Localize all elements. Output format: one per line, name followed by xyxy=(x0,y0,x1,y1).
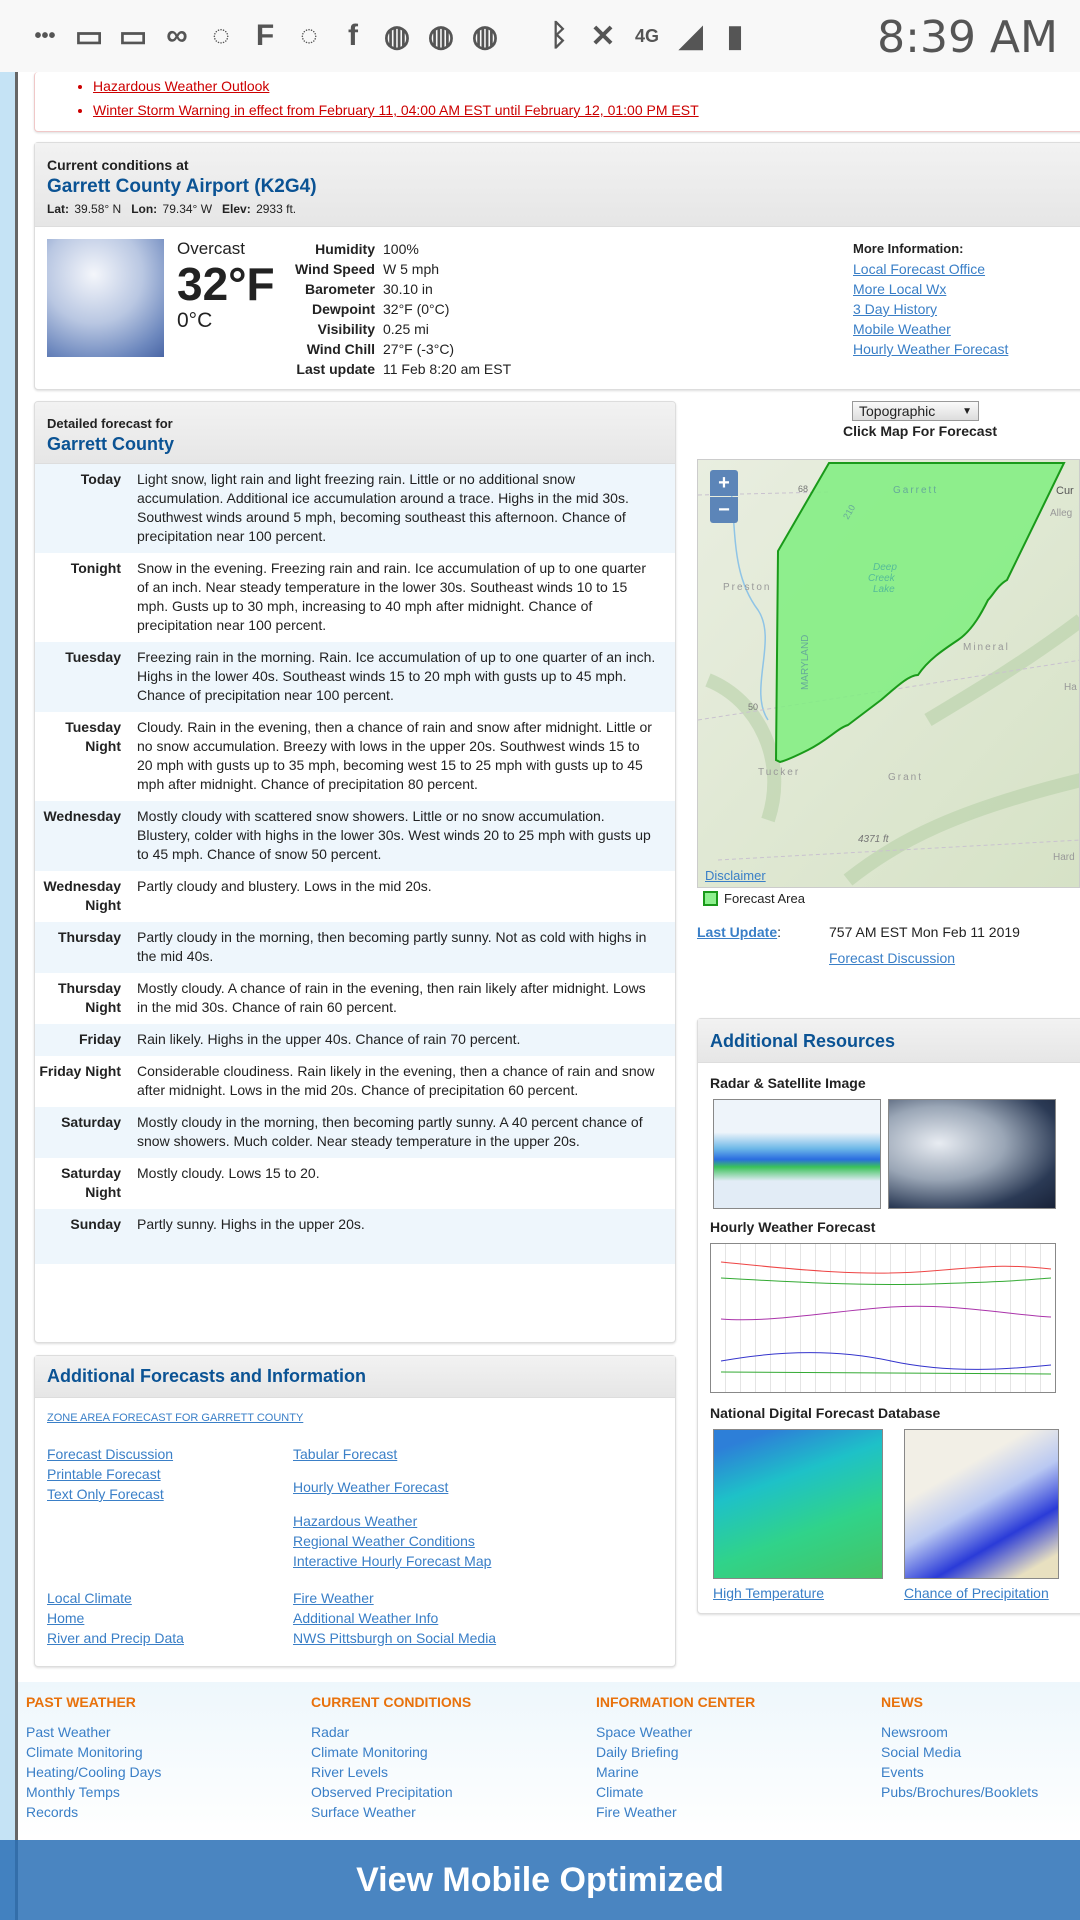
map-label: Deep xyxy=(873,562,897,573)
forecast-period: Thursday xyxy=(57,929,121,945)
more-icon: ••• xyxy=(34,24,56,47)
condition-label: Humidity xyxy=(315,241,375,257)
forecast-period: Friday Night xyxy=(39,1063,121,1079)
more-info-title: More Information: xyxy=(853,241,964,256)
condition-value: 27°F (-3°C) xyxy=(383,341,455,357)
condition-label: Barometer xyxy=(304,281,375,297)
forecast-period: Tonight xyxy=(70,560,121,576)
radar-heading: Radar & Satellite Image xyxy=(710,1075,866,1091)
forecast-link-text[interactable]: Forecast Discussion xyxy=(47,1446,174,1462)
footer-column xyxy=(26,1694,161,1822)
footer-link[interactable]: Surface Weather xyxy=(311,1804,416,1820)
condition-row xyxy=(235,299,515,319)
footer-link[interactable]: Marine xyxy=(596,1764,639,1780)
more-info-link[interactable] xyxy=(853,259,1008,279)
temperature-c: 0°C xyxy=(177,309,213,332)
condition-label: Wind Speed xyxy=(295,261,375,277)
alerts-panel xyxy=(34,72,1080,132)
current-conditions-panel xyxy=(34,142,1080,390)
map-label: Hard xyxy=(1053,852,1075,863)
forecast-row xyxy=(35,1158,675,1209)
forecast-text: Partly sunny. Highs in the upper 20s. xyxy=(137,1216,365,1232)
map-label: Cur xyxy=(1056,485,1074,497)
footer-link[interactable]: Newsroom xyxy=(881,1724,948,1740)
footer-link[interactable]: River Levels xyxy=(311,1764,389,1780)
station-location: Lat: 39.58° N Lon: 79.34° W Elev: 2933 ft. xyxy=(47,202,297,216)
station-name[interactable]: Garrett County Airport (K2G4) xyxy=(47,176,317,197)
forecast-text: Snow in the evening. Freezing rain and rain. Ice accumulation of up to one quarter of an inch. Near steady temperature in the lower 30s. Southeast winds 10 to 15 mph. Gusts up to 30 mph, increasing to 40 mph after midnight. Chance of precipitation near 100 percent. xyxy=(137,560,646,633)
footer-link[interactable]: Fire Weather xyxy=(596,1804,677,1820)
footer-link[interactable]: Monthly Temps xyxy=(26,1784,120,1800)
footer-link[interactable]: Space Weather xyxy=(596,1724,693,1740)
conditions-table xyxy=(235,239,515,379)
footer xyxy=(18,1682,1080,1838)
dropdown-arrow-icon: ▼ xyxy=(962,405,972,417)
4g-lte-icon: 4G xyxy=(634,25,659,46)
forecast-row xyxy=(35,642,675,712)
map-label: 68 xyxy=(798,484,809,494)
forecast-row xyxy=(35,871,675,922)
forecast-row xyxy=(35,922,675,973)
view-mobile-optimized-button[interactable]: View Mobile Optimized xyxy=(0,1840,1080,1920)
condition-value: 0.25 mi xyxy=(383,321,429,337)
forecast-link-text[interactable]: Hourly Weather Forecast xyxy=(293,1479,449,1495)
radar-image[interactable] xyxy=(713,1099,881,1209)
status-bar xyxy=(0,0,1080,72)
forecast-link[interactable] xyxy=(293,1551,491,1571)
map-label: 4371 ft xyxy=(858,834,889,845)
current-label: Current conditions at xyxy=(47,157,189,173)
condition-row xyxy=(235,319,515,339)
forecast-map[interactable] xyxy=(697,459,1080,888)
forecast-link[interactable] xyxy=(47,1464,173,1484)
forecast-link-text[interactable]: Local Climate xyxy=(47,1590,132,1606)
condition-label: Visibility xyxy=(317,321,375,337)
forecast-link-text[interactable]: Hazardous Weather xyxy=(293,1513,418,1529)
footer-link[interactable]: Social Media xyxy=(881,1744,962,1760)
more-info-link[interactable] xyxy=(853,319,1008,339)
footer-column xyxy=(881,1694,1038,1802)
more-info-link[interactable] xyxy=(853,339,1008,359)
map-caption: Click Map For Forecast xyxy=(843,423,998,439)
additional-forecasts-panel xyxy=(34,1355,676,1667)
forecast-link[interactable] xyxy=(293,1511,491,1531)
map-label: MARYLAND xyxy=(800,634,811,690)
more-info-link-text[interactable]: Hourly Weather Forecast xyxy=(853,341,1009,357)
temperature-f: 32°F xyxy=(177,258,275,310)
condition-row xyxy=(235,279,515,299)
map-label: Grant xyxy=(888,772,924,783)
forecast-link[interactable] xyxy=(293,1628,496,1648)
map-label: 50 xyxy=(748,702,759,712)
map-label: Garrett xyxy=(893,485,939,496)
facebook-icon: f xyxy=(348,19,358,52)
alert-link[interactable]: • Hazardous Weather Outlook xyxy=(93,78,1080,94)
condition-row xyxy=(235,239,515,259)
forecast-link[interactable] xyxy=(293,1444,397,1464)
precipitation-link[interactable]: Chance of Precipitation xyxy=(904,1585,1049,1601)
forecast-link-text[interactable]: Text Only Forecast xyxy=(47,1486,164,1502)
forecast-area: Garrett County xyxy=(47,434,175,454)
forecast-period: Tuesday Night xyxy=(65,719,121,754)
messenger-icon: ◌ xyxy=(212,19,230,52)
condition-value: 32°F (0°C) xyxy=(383,301,450,317)
footer-link[interactable]: Events xyxy=(881,1764,924,1780)
forecast-text: Mostly cloudy in the morning, then becoming partly sunny. A 40 percent chance of snow showers. Much colder. Near steady temperature in the upper 20s. xyxy=(137,1114,643,1149)
footer-link[interactable]: Pubs/Brochures/Booklets xyxy=(881,1784,1039,1800)
map-legend: Forecast Area xyxy=(703,891,805,906)
forecast-text: Freezing rain in the morning. Rain. Ice accumulation of up to one quarter of an inch. Highs in the lower 40s. Southeast winds 15 to 20 mph with gusts up to 45 mph. Chance of precipitation near 100 percent. xyxy=(137,649,656,703)
forecast-link[interactable] xyxy=(293,1531,491,1551)
forecast-period: Saturday Night xyxy=(61,1165,121,1200)
more-info-link-text[interactable]: More Local Wx xyxy=(853,281,947,297)
forecast-link[interactable] xyxy=(47,1628,184,1648)
forecast-row xyxy=(35,1056,675,1107)
hourly-graph-image[interactable] xyxy=(710,1243,1056,1393)
mute-icon: ✕ xyxy=(590,19,616,53)
forecast-period: Tuesday xyxy=(65,649,121,665)
condition-label: Wind Chill xyxy=(306,341,375,357)
resources-title: Additional Resources xyxy=(710,1031,896,1051)
map-canvas[interactable] xyxy=(698,460,1080,888)
more-info-link-text[interactable]: 3 Day History xyxy=(853,301,938,317)
forecast-link-text[interactable]: Additional Weather Info xyxy=(293,1610,439,1626)
forecast-link[interactable] xyxy=(47,1444,173,1464)
forecast-row xyxy=(35,973,675,1024)
forecast-text: Partly cloudy and blustery. Lows in the mid 20s. xyxy=(137,878,432,894)
planet-icon: ◍ xyxy=(383,19,411,53)
footer-column-title: PAST WEATHER xyxy=(26,1694,136,1710)
footer-link[interactable]: Climate Monitoring xyxy=(311,1744,428,1760)
condition-value: 30.10 in xyxy=(383,281,433,297)
footer-link[interactable]: Observed Precipitation xyxy=(311,1784,453,1800)
more-info-link-text[interactable]: Local Forecast Office xyxy=(853,261,986,277)
map-label: Lake xyxy=(873,584,895,595)
planet-icon: ◍ xyxy=(471,19,499,53)
detailed-forecast-panel xyxy=(34,401,676,1343)
condition-label: Last update xyxy=(296,361,375,377)
forecast-period: Sunday xyxy=(70,1216,121,1232)
more-info-link[interactable] xyxy=(853,279,1008,299)
forecast-row xyxy=(35,1107,675,1158)
forecast-row xyxy=(35,464,675,553)
condition: Overcast xyxy=(177,239,246,258)
monitor-icon: ▭ xyxy=(74,19,104,53)
forecast-link[interactable] xyxy=(293,1477,448,1497)
footer-column-title: NEWS xyxy=(881,1694,923,1710)
footer-link[interactable]: Records xyxy=(26,1804,79,1820)
forecast-text: Rain likely. Highs in the upper 40s. Chance of rain 70 percent. xyxy=(137,1031,521,1047)
forecast-text: Mostly cloudy. Lows 15 to 20. xyxy=(137,1165,320,1181)
condition-label: Dewpoint xyxy=(312,301,375,317)
alert-link[interactable]: • Winter Storm Warning in effect from February 11, 04:00 AM EST until February 12, 01:00 PM EST xyxy=(93,102,1080,118)
forecast-discussion-link[interactable]: Forecast Discussion xyxy=(829,950,956,966)
condition-row xyxy=(235,339,515,359)
zone-forecast-link[interactable]: ZONE AREA FORECAST FOR GARRETT COUNTY xyxy=(47,1412,304,1424)
forecast-link-text[interactable]: Printable Forecast xyxy=(47,1466,161,1482)
clock: 8:39 AM xyxy=(877,12,1058,63)
planet-icon: ◍ xyxy=(427,19,455,53)
forecast-row xyxy=(35,801,675,871)
map-label: Mineral xyxy=(963,642,1010,653)
map-layer-select[interactable]: Topographic ▼ xyxy=(852,401,979,421)
forecast-text: Partly cloudy in the morning, then becoming partly sunny. Not as cold with highs in the mid 40s. xyxy=(137,929,647,964)
condition-value: W 5 mph xyxy=(383,261,440,277)
additional-resources-panel xyxy=(697,1018,1080,1614)
high-temperature-link[interactable]: High Temperature xyxy=(713,1585,825,1601)
bluetooth-icon: ᛒ xyxy=(550,19,568,52)
forecast-link-text[interactable]: Home xyxy=(47,1610,85,1626)
signal-icon: ◢ xyxy=(679,19,703,53)
forecast-period: Wednesday Night xyxy=(43,878,121,913)
forecast-period: Thursday Night xyxy=(57,980,121,1015)
forecast-text: Light snow, light rain and light freezing rain. Little or no additional snow accumulation. Additional ice accumulation around a trace. Highs in the mid 30s. Southwest winds around 5 mph, becoming southeast this afternoon. Chance of precipitation near 100 percent. xyxy=(137,471,629,544)
voicemail-icon: ∞ xyxy=(166,19,188,52)
forecast-link[interactable] xyxy=(47,1484,173,1504)
condition-value: 100% xyxy=(383,241,419,257)
footer-column xyxy=(311,1694,471,1822)
map-label: Ha xyxy=(1064,682,1077,693)
last-update-value: 757 AM EST Mon Feb 11 2019 xyxy=(829,924,1020,940)
forecast-text: Mostly cloudy with scattered snow showers. Little or no snow accumulation. Blustery, colder with highs in the lower 30s. West winds 20 to 25 mph with gusts up to 45 mph. Chance of snow 50 percent. xyxy=(137,808,651,862)
more-information xyxy=(853,239,1008,359)
forecast-period: Saturday xyxy=(61,1114,121,1130)
condition-row xyxy=(235,259,515,279)
forecast-link-text[interactable]: Fire Weather xyxy=(293,1590,374,1606)
map-label: Preston xyxy=(723,582,772,593)
ndfd-heading: National Digital Forecast Database xyxy=(710,1405,941,1421)
forecast-link-text[interactable]: Regional Weather Conditions xyxy=(293,1533,475,1549)
forecast-period: Wednesday xyxy=(43,808,121,824)
footer-link[interactable]: Radar xyxy=(311,1724,350,1740)
disclaimer-link[interactable]: Disclaimer xyxy=(705,868,766,883)
more-info-link-text[interactable]: Mobile Weather xyxy=(853,321,951,337)
forecast-text: Cloudy. Rain in the evening, then a chance of rain and snow after midnight. Little or no snow accumulation. Breezy with lows in the upper 20s. Southwest winds 15 to 20 mph with gusts up to 35 mph, becoming west 15 to 25 mph with gusts up to 45 mph after midnight. Chance of precipitation 80 percent. xyxy=(137,719,652,792)
footer-column-title: INFORMATION CENTER xyxy=(596,1694,756,1710)
footer-link[interactable]: Heating/Cooling Days xyxy=(26,1764,162,1780)
forecast-text: Mostly cloudy. A chance of rain in the evening, then rain likely after midnight. Lows in the mid 30s. Chance of rain 60 percent. xyxy=(137,980,646,1015)
forecast-period: Friday xyxy=(78,1031,121,1047)
monitor-icon: ▭ xyxy=(118,19,148,53)
footer-link[interactable]: Past Weather xyxy=(26,1724,111,1740)
map-label: Creek xyxy=(868,573,895,584)
footer-link[interactable]: Daily Briefing xyxy=(596,1744,679,1760)
additional-title: Additional Forecasts and Information xyxy=(47,1366,367,1386)
flipboard-icon: F xyxy=(255,19,275,52)
condition-row xyxy=(235,359,515,379)
satellite-image[interactable] xyxy=(888,1099,1056,1209)
forecast-text: Considerable cloudiness. Rain likely in the evening, then a chance of rain and snow after midnight. Lows in the mid 20s. Chance of precipitation 60 percent. xyxy=(137,1063,655,1098)
forecast-link-text[interactable]: NWS Pittsburgh on Social Media xyxy=(293,1630,497,1646)
forecast-link[interactable] xyxy=(293,1608,496,1628)
forecast-link[interactable] xyxy=(293,1588,496,1608)
left-edge-strip xyxy=(0,72,18,1920)
zoom-in-button[interactable]: + xyxy=(710,470,738,496)
forecast-link-text[interactable]: Interactive Hourly Forecast Map xyxy=(293,1553,492,1569)
forecast-row xyxy=(35,712,675,801)
forecast-link-text[interactable]: Tabular Forecast xyxy=(293,1446,398,1462)
forecast-link[interactable] xyxy=(47,1608,184,1628)
overcast-image xyxy=(47,239,164,357)
forecast-row xyxy=(35,1024,675,1056)
more-info-link[interactable] xyxy=(853,299,1008,319)
map-label: Alleg xyxy=(1050,508,1073,519)
footer-column xyxy=(596,1694,755,1822)
map-label: 210 xyxy=(841,502,858,521)
hourly-graph-lines xyxy=(711,1244,1057,1394)
footer-link[interactable]: Climate Monitoring xyxy=(26,1744,143,1760)
battery-charging-icon: ▮ xyxy=(726,19,744,53)
forecast-area-swatch xyxy=(703,891,718,906)
forecast-row xyxy=(35,1209,675,1264)
hourly-heading: Hourly Weather Forecast xyxy=(710,1219,876,1235)
footer-column-title: CURRENT CONDITIONS xyxy=(311,1694,472,1710)
high-temperature-image[interactable] xyxy=(713,1429,883,1579)
condition-value: 11 Feb 8:20 am EST xyxy=(383,361,512,377)
map-label: Tucker xyxy=(758,767,801,778)
messenger-icon: ◌ xyxy=(300,19,318,52)
forecast-period: Today xyxy=(80,471,121,487)
precipitation-image[interactable] xyxy=(904,1429,1059,1579)
detailed-label: Detailed forecast for xyxy=(47,416,173,431)
zoom-out-button[interactable]: − xyxy=(710,497,738,523)
last-update-link[interactable]: Last Update xyxy=(697,924,778,940)
footer-link[interactable]: Climate xyxy=(596,1784,644,1800)
forecast-link[interactable] xyxy=(47,1588,184,1608)
forecast-row xyxy=(35,553,675,642)
forecast-link-text[interactable]: River and Precip Data xyxy=(47,1630,184,1646)
